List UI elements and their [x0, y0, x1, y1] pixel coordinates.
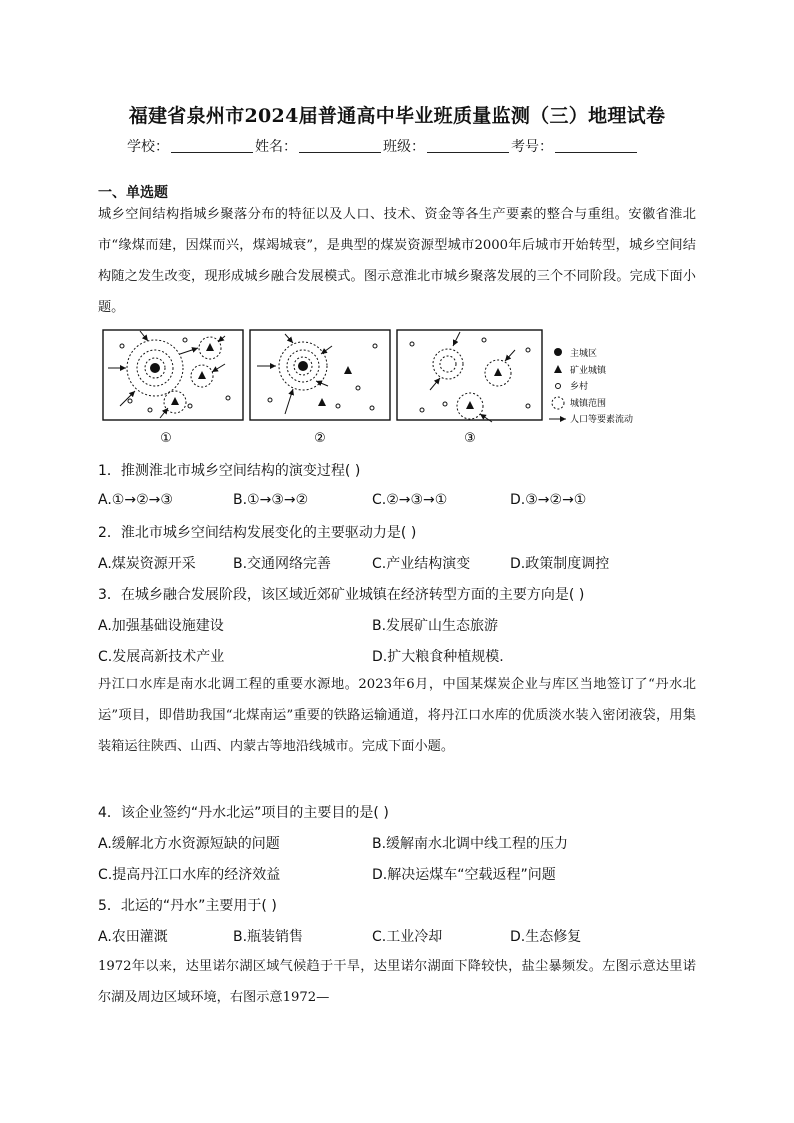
q3-option-a[interactable]: A.加强基础设施建设: [98, 618, 224, 634]
settlement-stage-figure: [100, 326, 680, 452]
question-5: 5．北运的“丹水”主要用于( ): [98, 898, 277, 914]
panel-1-label: ①: [160, 431, 172, 446]
q4-option-a[interactable]: A.缓解北方水资源短缺的问题: [98, 836, 280, 852]
q1-option-d[interactable]: D.③→②→①: [510, 492, 587, 508]
student-info-row: [127, 136, 639, 156]
q5-option-d[interactable]: D.生态修复: [510, 929, 582, 945]
name-label: 姓名：: [255, 139, 297, 155]
q5-option-a[interactable]: A.农田灌溉: [98, 929, 168, 945]
exam-number-label: 考号：: [511, 139, 553, 155]
q1-option-c[interactable]: C.②→③→①: [372, 492, 448, 508]
q4-option-c[interactable]: C.提高丹江口水库的经济效益: [98, 867, 281, 883]
passage-1: 城乡空间结构指城乡聚落分布的特征以及人口、技术、资金等各生产要素的整合与重组。安徽省淮北市“缘煤而建，因煤而兴，煤竭城衰”，是典型的煤炭资源型城市2000年后城市开始转型，城乡空间结构随之发生改变，现形成城乡融合发展模式。图示意淮北市城乡聚落发展的三个不同阶段。完成下面小题。: [98, 207, 696, 315]
legend-mining-town: 矿业城镇: [570, 366, 607, 376]
figure-legend: [549, 347, 633, 425]
class-label: 班级：: [383, 139, 425, 155]
passage-3: 1972年以来，达里诺尔湖区域气候趋于干旱，达里诺尔湖面下降较快，盐尘暴频发。左图示意达里诺尔湖及周边区域环境，右图示意1972—: [98, 959, 696, 1005]
panel-2-label: ②: [314, 431, 326, 446]
panel-1-map: [103, 330, 243, 420]
class-blank: [427, 136, 509, 153]
panel-2-map: [250, 330, 390, 420]
page-title: 福建省泉州市2024届普通高中毕业班质量监测（三）地理试卷: [128, 105, 666, 127]
question-1: 1．推测淮北市城乡空间结构的演变过程( ): [98, 463, 361, 479]
question-4: 4．该企业签约“丹水北运”项目的主要目的是( ): [98, 805, 389, 821]
q4-option-d[interactable]: D.解决运煤车“空载返程”问题: [372, 867, 556, 883]
q3-option-d[interactable]: D.扩大粮食种植规模.: [372, 649, 504, 665]
exam-number-blank: [555, 136, 637, 153]
q3-option-b[interactable]: B.发展矿山生态旅游: [372, 618, 499, 634]
q1-option-b[interactable]: B.①→③→②: [233, 492, 309, 508]
question-2: 2．淮北市城乡空间结构发展变化的主要驱动力是( ): [98, 525, 417, 541]
section-heading: 一、单选题: [98, 185, 168, 201]
name-blank: [299, 136, 381, 153]
legend-flow: 人口等要素流动: [570, 415, 634, 425]
question-3: 3．在城乡融合发展阶段，该区域近郊矿业城镇在经济转型方面的主要方向是( ): [98, 587, 585, 603]
q2-option-d[interactable]: D.政策制度调控: [510, 556, 610, 572]
passage-2: 丹江口水库是南水北调工程的重要水源地。2023年6月，中国某煤炭企业与库区当地签订了“丹水北运”项目，即借助我国“北煤南运”重要的铁路运输通道，将丹江口水库的优质淡水装入密闭液袋，用集装箱运往陕西、山西、内蒙古等地沿线城市。完成下面小题。: [98, 677, 696, 754]
q2-option-a[interactable]: A.煤炭资源开采: [98, 556, 196, 572]
q1-option-a[interactable]: A.①→②→③: [98, 492, 173, 508]
legend-town-range: 城镇范围: [570, 399, 607, 409]
school-blank: [171, 136, 253, 153]
q2-option-c[interactable]: C.产业结构演变: [372, 556, 471, 572]
panel-3-map: [397, 330, 542, 422]
q5-option-b[interactable]: B.瓶装销售: [233, 929, 304, 945]
q3-option-c[interactable]: C.发展高新技术产业: [98, 649, 225, 665]
legend-village: 乡村: [570, 382, 589, 392]
q4-option-b[interactable]: B.缓解南水北调中线工程的压力: [372, 836, 569, 852]
legend-main-urban: 主城区: [570, 349, 598, 359]
q5-option-c[interactable]: C.工业冷却: [372, 929, 443, 945]
panel-3-label: ③: [464, 431, 476, 446]
school-label: 学校：: [127, 139, 169, 155]
q2-option-b[interactable]: B.交通网络完善: [233, 556, 332, 572]
